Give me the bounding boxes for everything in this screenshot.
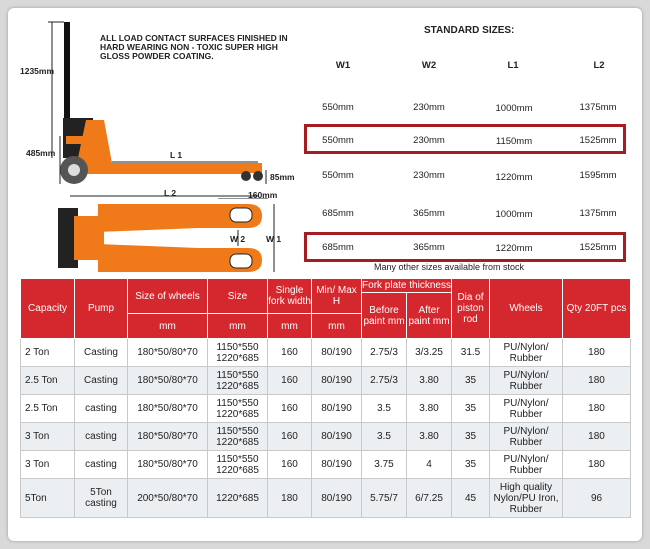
cell-piston: 35 — [452, 451, 490, 479]
cell-after: 4 — [407, 451, 452, 479]
cell-before: 2.75/3 — [362, 367, 407, 395]
cell-piston: 31.5 — [452, 339, 490, 367]
pallet-truck-top-view — [38, 198, 298, 276]
size-cell: 230mm — [413, 135, 445, 146]
cell-capacity: 2 Ton — [21, 339, 75, 367]
cell-wheels: PU/Nylon/ Rubber — [490, 451, 563, 479]
dim-l2: L 2 — [164, 188, 177, 198]
coating-note: ALL LOAD CONTACT SURFACES FINISHED IN HARD WEARING NON - TOXIC SUPER HIGH GLOSS POWDER COATING. — [100, 33, 288, 61]
th-qty: Qty 20FT pcs — [563, 279, 631, 339]
cell-before: 3.5 — [362, 423, 407, 451]
table-row — [21, 451, 631, 479]
cell-after: 3/3.25 — [407, 339, 452, 367]
size-cell: 550mm — [322, 135, 354, 146]
dim-1235: 1235mm — [20, 66, 55, 76]
dim-485: 485mm — [26, 148, 56, 158]
cell-after: 3.80 — [407, 395, 452, 423]
cell-wheel-size: 180*50/80*70 — [128, 367, 208, 395]
dim-85: 85mm — [270, 172, 295, 182]
cell-wheels: PU/Nylon/ Rubber — [490, 339, 563, 367]
cell-fork-width: 160 — [268, 395, 312, 423]
size-cell: 230mm — [413, 102, 445, 113]
cell-min-max: 80/190 — [312, 423, 362, 451]
th-pump: Pump — [75, 279, 128, 339]
cell-pump: Casting — [75, 367, 128, 395]
dim-w1: W 1 — [266, 234, 282, 244]
cell-pump: casting — [75, 451, 128, 479]
cell-fork-width: 180 — [268, 479, 312, 518]
cell-min-max: 80/190 — [312, 395, 362, 423]
th-wheels: Wheels — [490, 279, 563, 339]
cell-piston: 35 — [452, 423, 490, 451]
col-head-w2: W2 — [421, 60, 437, 71]
size-cell: 1375mm — [579, 102, 617, 113]
size-cell: 1000mm — [495, 103, 533, 114]
cell-size: 1150*550 1220*685 — [208, 423, 268, 451]
cell-fork-width: 160 — [268, 367, 312, 395]
cell-piston: 45 — [452, 479, 490, 518]
cell-size: 1150*550 1220*685 — [208, 395, 268, 423]
cell-piston: 35 — [452, 367, 490, 395]
cell-wheels: PU/Nylon/ Rubber — [490, 423, 563, 451]
cell-pump: 5Ton casting — [75, 479, 128, 518]
th-min-max: Min/ Max H — [312, 279, 362, 314]
size-cell: 685mm — [322, 242, 354, 253]
size-cell: 1220mm — [495, 172, 533, 183]
cell-wheels: PU/Nylon/ Rubber — [490, 367, 563, 395]
size-cell: 550mm — [322, 170, 354, 181]
th-size: Size — [208, 279, 268, 314]
th-fork-thickness: Fork plate thickness — [362, 280, 451, 291]
cell-min-max: 80/190 — [312, 451, 362, 479]
table-row — [21, 479, 631, 518]
cell-wheel-size: 180*50/80*70 — [128, 339, 208, 367]
size-cell: 1220mm — [495, 243, 533, 254]
dim-l1: L 1 — [170, 150, 183, 160]
cell-capacity: 2.5 Ton — [21, 395, 75, 423]
cell-size: 1150*550 1220*685 — [208, 451, 268, 479]
product-sheet — [8, 8, 642, 541]
cell-wheel-size: 180*50/80*70 — [128, 451, 208, 479]
cell-fork-width: 160 — [268, 451, 312, 479]
dim-160: 160mm — [248, 190, 278, 200]
th-capacity: Capacity — [21, 279, 75, 339]
standard-sizes-title: STANDARD SIZES: — [424, 25, 515, 36]
col-head-l2: L2 — [593, 60, 605, 71]
cell-qty: 180 — [563, 423, 631, 451]
cell-qty: 180 — [563, 395, 631, 423]
dim-w2: W 2 — [230, 234, 246, 244]
table-row — [21, 367, 631, 395]
cell-wheels: High quality Nylon/PU Iron, Rubber — [490, 479, 563, 518]
table-row — [21, 395, 631, 423]
cell-wheels: PU/Nylon/ Rubber — [490, 395, 563, 423]
th-unit-mm: mm — [268, 314, 312, 339]
size-cell: 685mm — [322, 208, 354, 219]
cell-before: 3.75 — [362, 451, 407, 479]
cell-after: 6/7.25 — [407, 479, 452, 518]
cell-before: 5.75/7 — [362, 479, 407, 518]
spec-table — [20, 278, 631, 518]
th-unit-mm: mm — [128, 314, 208, 339]
cell-before: 3.5 — [362, 395, 407, 423]
cell-capacity: 5Ton — [21, 479, 75, 518]
th-unit-mm: mm — [208, 314, 268, 339]
size-cell: 1595mm — [579, 170, 617, 181]
cell-capacity: 3 Ton — [21, 423, 75, 451]
cell-size: 1150*550 1220*685 — [208, 339, 268, 367]
cell-qty: 180 — [563, 339, 631, 367]
cell-pump: casting — [75, 395, 128, 423]
col-head-l1: L1 — [507, 60, 519, 71]
cell-fork-width: 160 — [268, 423, 312, 451]
cell-min-max: 80/190 — [312, 339, 362, 367]
size-cell: 1525mm — [579, 242, 617, 253]
cell-pump: Casting — [75, 339, 128, 367]
cell-size: 1220*685 — [208, 479, 268, 518]
cell-capacity: 2.5 Ton — [21, 367, 75, 395]
cell-wheel-size: 180*50/80*70 — [128, 395, 208, 423]
table-row — [21, 423, 631, 451]
table-row — [21, 339, 631, 367]
size-cell: 1375mm — [579, 208, 617, 219]
cell-wheel-size: 200*50/80*70 — [128, 479, 208, 518]
cell-size: 1150*550 1220*685 — [208, 367, 268, 395]
cell-qty: 180 — [563, 451, 631, 479]
cell-after: 3.80 — [407, 423, 452, 451]
cell-after: 3.80 — [407, 367, 452, 395]
size-cell: 1525mm — [579, 135, 617, 146]
cell-wheel-size: 180*50/80*70 — [128, 423, 208, 451]
th-piston: Dia of piston rod — [452, 279, 490, 339]
th-wheel-size: Size of wheels — [128, 279, 208, 314]
cell-min-max: 80/190 — [312, 367, 362, 395]
table-header-row — [21, 279, 631, 293]
cell-qty: 96 — [563, 479, 631, 518]
th-after-paint: After paint mm — [407, 293, 452, 339]
cell-qty: 180 — [563, 367, 631, 395]
cell-before: 2.75/3 — [362, 339, 407, 367]
size-cell: 365mm — [413, 242, 445, 253]
size-cell: 550mm — [322, 102, 354, 113]
th-before-paint: Before paint mm — [362, 293, 407, 339]
size-cell: 365mm — [413, 208, 445, 219]
cell-pump: casting — [75, 423, 128, 451]
th-unit-mm: mm — [312, 314, 362, 339]
cell-fork-width: 160 — [268, 339, 312, 367]
size-cell: 1150mm — [495, 136, 533, 147]
more-sizes-note: Many other sizes available from stock — [374, 262, 525, 272]
cell-min-max: 80/190 — [312, 479, 362, 518]
cell-capacity: 3 Ton — [21, 451, 75, 479]
col-head-w1: W1 — [335, 60, 351, 71]
th-fork-width: Single fork width — [268, 279, 312, 314]
size-cell: 1000mm — [495, 209, 533, 220]
cell-piston: 35 — [452, 395, 490, 423]
size-cell: 230mm — [413, 170, 445, 181]
